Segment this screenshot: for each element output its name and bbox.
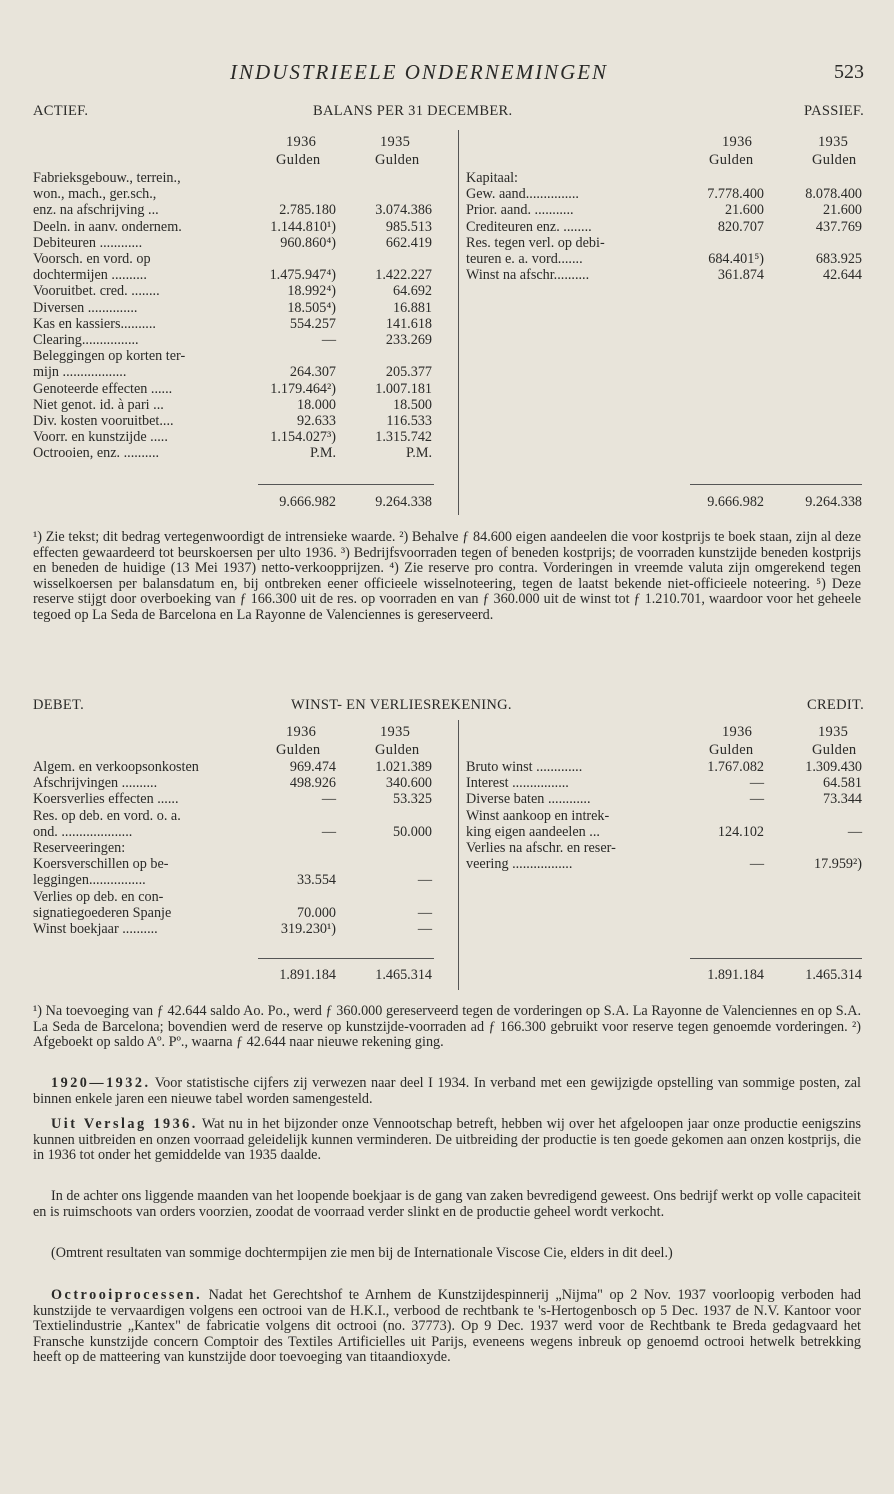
value-1936: 1.475.947⁴) xyxy=(269,267,336,284)
value-1936: 1.767.082 xyxy=(707,759,764,775)
table-row xyxy=(0,300,894,316)
value-1935: 64.581 xyxy=(822,775,862,792)
row-label: ond. .................... xyxy=(33,823,133,840)
value-1936: 2.785.180 xyxy=(279,202,336,219)
table-row xyxy=(0,775,894,791)
table-row xyxy=(0,905,894,921)
credit-total-1935: 1.465.314 xyxy=(805,967,862,983)
value-1935: 662.419 xyxy=(385,234,432,251)
value-1935: 205.377 xyxy=(385,364,432,381)
table-row xyxy=(0,364,894,380)
liabilities-total-1935: 9.264.338 xyxy=(805,494,862,510)
row-label: Voorr. en kunstzijde ..... xyxy=(33,429,168,446)
row-label: Verlies op deb. en con- xyxy=(33,888,164,905)
value-1936: 554.257 xyxy=(289,315,336,332)
pnl-year-1936-left: 1936 xyxy=(286,724,317,740)
value-1935: 73.344 xyxy=(822,791,862,808)
value-1935: 437.769 xyxy=(815,218,862,235)
unit-1936-left: Gulden xyxy=(276,152,321,168)
value-1936: 18.505⁴) xyxy=(287,299,336,316)
running-header-title: INDUSTRIEELE ONDERNEMINGEN xyxy=(230,60,609,84)
pnl-year-1936-right: 1936 xyxy=(722,724,753,740)
row-label: Fabrieksgebouw., terrein., xyxy=(33,170,181,186)
row-label: Niet genot. id. à pari ... xyxy=(33,396,164,413)
value-1935: 683.925 xyxy=(815,251,862,267)
assets-total-1935: 9.264.338 xyxy=(375,494,432,510)
value-1936: — xyxy=(321,823,336,840)
pnl-unit-1936-left: Gulden xyxy=(276,742,321,758)
row-label: signatiegoederen Spanje xyxy=(33,904,172,921)
value-1935: — xyxy=(417,921,432,937)
value-1935: 8.078.400 xyxy=(805,186,862,203)
row-label: Voorsch. en vord. op xyxy=(33,251,151,267)
row-label: Div. kosten vooruitbet.... xyxy=(33,413,174,429)
value-1935: 1.007.181 xyxy=(375,380,432,397)
value-1935: 1.021.389 xyxy=(375,759,432,775)
value-1936: 18.992⁴) xyxy=(287,283,336,300)
row-label: Genoteerde effecten ...... xyxy=(33,380,173,397)
value-1936: 361.874 xyxy=(717,267,764,284)
value-1936: — xyxy=(321,791,336,808)
paragraph-current-year: In de achter ons liggende maanden van het loopende boekjaar is de gang van zaken bevredigend geweest. Ons bedrijf werkt op volle capaciteit en is ruimschoots van orders voorzien, zoodat de voorraad verder slinkt en de productie geheel wordt verkocht. xyxy=(33,1188,861,1220)
table-row xyxy=(0,889,894,905)
value-1935: 1.315.742 xyxy=(375,429,432,446)
table-row xyxy=(0,170,894,186)
row-label: Vooruitbet. cred. ........ xyxy=(33,283,160,300)
value-1935: 18.500 xyxy=(392,396,432,413)
row-label: Res. tegen verl. op debi- xyxy=(466,234,605,251)
pnl-totals xyxy=(0,967,894,983)
year-1935-left: 1935 xyxy=(380,134,411,150)
paragraph-subsidiaries: (Omtrent resultaten van sommige dochtermpijen zie men bij de Internationale Viscose Cie, elders in dit deel.) xyxy=(51,1245,673,1261)
value-1936: 264.307 xyxy=(289,364,336,381)
unit-1935-left: Gulden xyxy=(375,152,420,168)
value-1935: 53.325 xyxy=(392,791,432,808)
row-label: Interest ................ xyxy=(466,775,569,792)
row-label: Koersverlies effecten ...... xyxy=(33,791,179,808)
value-1935: 1.309.430 xyxy=(805,759,862,775)
pnl-unit-1935-right: Gulden xyxy=(812,742,857,758)
table-row xyxy=(0,808,894,824)
row-label: Crediteuren enz. ........ xyxy=(466,218,592,235)
value-1935: 17.959²) xyxy=(814,856,862,873)
page-number: 523 xyxy=(834,61,864,83)
row-label: Kapitaal: xyxy=(466,170,518,186)
value-1936: — xyxy=(749,775,764,792)
value-1936: 820.707 xyxy=(717,218,764,235)
row-label: mijn .................. xyxy=(33,364,127,381)
value-1935: 985.513 xyxy=(385,218,432,235)
paragraph-patent-cases-text: Nadat het Gerechtshof te Arnhem de Kunstzijdespinnerij „Nijma" op 2 Nov. 1937 voorloopig verboden had kunstzijde te vervaardigen volgens een octrooi van de H.K.I., verbood de rechtbank te 's-Hertogenbosch op 5 Dec. 1937 de N.V. Kantoor voor Textielindustrie „Kantex" de fabricatie volgens dit octrooi (no. 37773). Op 9 Dec. 1937 werd voor de Rechtbank te Breda gedagvaard het Fransche kunstzijde concern Comptoir des Textiles Artificielles uit Parijs, eveneens wegens inbreuk op genoemd octrooi hetwelk betrekking heeft op de matteering van kunstzijde door toevoeging van titaandioxyde. xyxy=(33,1287,861,1366)
year-1936-right: 1936 xyxy=(722,134,753,150)
row-label: Winst boekjaar .......... xyxy=(33,921,158,937)
liabilities-total-1936: 9.666.982 xyxy=(707,494,764,510)
pnl-footnotes: ¹) Na toevoeging van ƒ 42.644 saldo Ao. Po., werd ƒ 360.000 gereserveerd tegen de vorderingen op S.A. La Rayonne de Valenciennes en op S.A. La Seda de Barcelona; bovendien werd de reserve op kunstzijde-voorraden ad ƒ 166.300 gebruikt voor reserve tegen genoemde vorderingen. ²) Afgeboekt op saldo Aº. Pº., waarna ƒ 42.644 naar nieuwe rekening ging. xyxy=(33,1003,861,1051)
pnl-year-1935-right: 1935 xyxy=(818,724,849,740)
passief-heading: PASSIEF. xyxy=(804,103,864,119)
row-label: Beleggingen op korten ter- xyxy=(33,348,186,365)
credit-total-1936: 1.891.184 xyxy=(707,967,764,983)
value-1936: 124.102 xyxy=(717,823,764,840)
row-label: dochtermijen .......... xyxy=(33,267,147,284)
value-1936: 969.474 xyxy=(289,759,336,775)
value-1935: 42.644 xyxy=(822,267,862,284)
assets-total-rule xyxy=(258,484,434,485)
table-row xyxy=(0,872,894,888)
row-label: Clearing................ xyxy=(33,332,139,348)
table-row xyxy=(0,856,894,872)
value-1935: 3.074.386 xyxy=(375,202,432,219)
value-1935: — xyxy=(417,904,432,921)
table-row xyxy=(0,332,894,348)
value-1935: 16.881 xyxy=(392,299,432,316)
table-row xyxy=(0,429,894,445)
paragraph-statistics xyxy=(33,1076,861,1107)
paragraph-annual-report xyxy=(33,1117,861,1164)
row-label: Diverse baten ............ xyxy=(466,791,591,808)
balance-title: BALANS PER 31 DECEMBER. xyxy=(313,103,513,119)
value-1935: 141.618 xyxy=(385,315,432,332)
value-1935: 50.000 xyxy=(392,823,432,840)
credit-total-rule xyxy=(690,958,862,959)
paragraph-annual-report-lead: Uit Verslag 1936. xyxy=(51,1116,198,1132)
value-1936: 33.554 xyxy=(296,872,336,889)
value-1935: 21.600 xyxy=(822,202,862,219)
value-1936: — xyxy=(749,791,764,808)
table-row xyxy=(0,381,894,397)
row-label: Afschrijvingen .......... xyxy=(33,775,158,792)
value-1936: 498.926 xyxy=(289,775,336,792)
debit-total-rule xyxy=(258,958,434,959)
row-label: Gew. aand............... xyxy=(466,186,579,203)
assets-total-1936: 9.666.982 xyxy=(279,494,336,510)
value-1936: — xyxy=(321,332,336,348)
row-label: enz. na afschrijving ... xyxy=(33,202,159,219)
table-row xyxy=(0,445,894,461)
row-label: Algem. en verkoopsonkosten xyxy=(33,759,199,775)
row-label: Bruto winst ............. xyxy=(466,759,583,775)
row-label: teuren e. a. vord....... xyxy=(466,251,583,267)
row-label: Diversen .............. xyxy=(33,299,138,316)
table-row xyxy=(0,202,894,218)
value-1936: 684.401⁵) xyxy=(708,251,764,267)
value-1936: 1.144.810¹) xyxy=(270,218,336,235)
row-label: king eigen aandeelen ... xyxy=(466,823,600,840)
pnl-title: WINST- EN VERLIESREKENING. xyxy=(291,697,512,713)
table-row xyxy=(0,791,894,807)
value-1936: 92.633 xyxy=(296,413,336,429)
table-row xyxy=(0,397,894,413)
table-row xyxy=(0,921,894,937)
row-label: Res. op deb. en vord. o. a. xyxy=(33,807,181,824)
liabilities-total-rule xyxy=(690,484,862,485)
value-1936: 319.230¹) xyxy=(280,921,336,937)
row-label: leggingen................ xyxy=(33,872,146,889)
table-row xyxy=(0,348,894,364)
balance-totals xyxy=(0,494,894,510)
row-label: Reserveeringen: xyxy=(33,840,126,856)
value-1936: 960.860⁴) xyxy=(280,234,336,251)
row-label: won., mach., ger.sch., xyxy=(33,186,157,203)
table-row xyxy=(0,235,894,251)
paragraph-annual-report-text: Wat nu in het bijzonder onze Vennootschap betreft, hebben wij over het afgeloopen jaar onze productie eenigszins kunnen uitbreiden en onzen voorraad geleidelijk kunnen verminderen. De uitbreiding der productie is ten goede gekomen aan onzen kostprijs, die in 1936 tot onder het gemiddelde van 1935 daalde. xyxy=(33,1116,862,1164)
table-row xyxy=(0,283,894,299)
debet-heading: DEBET. xyxy=(33,697,85,713)
table-row xyxy=(0,316,894,332)
row-label: Verlies na afschr. en reser- xyxy=(466,840,616,856)
value-1936: 18.000 xyxy=(296,396,336,413)
value-1936: 21.600 xyxy=(724,202,764,219)
value-1936: 1.154.027³) xyxy=(270,429,336,446)
unit-1935-right: Gulden xyxy=(812,152,857,168)
value-1935: 116.533 xyxy=(386,413,432,429)
row-label: Prior. aand. ........... xyxy=(466,202,574,219)
row-label: Deeln. in aanv. ondernem. xyxy=(33,218,182,235)
value-1936: — xyxy=(749,856,764,873)
year-1935-right: 1935 xyxy=(818,134,849,150)
value-1935: 64.692 xyxy=(392,283,432,300)
unit-1936-right: Gulden xyxy=(709,152,754,168)
table-row xyxy=(0,840,894,856)
table-row xyxy=(0,759,894,775)
value-1935: 340.600 xyxy=(385,775,432,792)
paragraph-patent-cases xyxy=(33,1288,861,1366)
table-row xyxy=(0,267,894,283)
value-1936: 7.778.400 xyxy=(707,186,764,203)
paragraph-statistics-text: Voor statistische cijfers zij verwezen naar deel I 1934. In verband met een gewijzigde opstelling van sommige posten, zal binnen enkele jaren een nieuwe tabel worden samengesteld. xyxy=(33,1075,861,1107)
table-row xyxy=(0,251,894,267)
table-row xyxy=(0,219,894,235)
value-1936: P.M. xyxy=(309,445,336,462)
debit-total-1935: 1.465.314 xyxy=(375,967,432,983)
row-label: Octrooien, enz. .......... xyxy=(33,445,160,462)
balance-footnotes: ¹) Zie tekst; dit bedrag vertegenwoordigt de intrensieke waarde. ²) Behalve ƒ 84.600 eigen aandeelen die voor kostprijs te boek staan, zijn al deze effecten gewaardeerd tot beurskoersen per ulto 1936. ³) Bedrijfsvoorraden tegen of beneden kostprijs; de voorraden kunstzijde beneden kostprijs en beneden de huidige (13 Mei 1937) netto-verkoopprijzen. ⁴) Zie reserve pro contra. Vorderingen in vreemde valuta zijn omgerekend tegen wisselkoersen per balansdatum en, bij ontbreken eener officieele wisselnoteering, tegen de laatst bekende niet-officieele noteering. ⁵) Deze reserve stijgt door overboeking van ƒ 166.300 uit de res. op voorraden en van ƒ 360.000 uit de winst tot ƒ 1.210.701, waardoor voor het geheele tegoed op La Seda de Barcelona en La Rayonne de Valenciennes is gereserveerd. xyxy=(33,529,861,623)
value-1936: 70.000 xyxy=(296,904,336,921)
year-1936-left: 1936 xyxy=(286,134,317,150)
row-label: Winst aankoop en intrek- xyxy=(466,807,610,824)
value-1935: P.M. xyxy=(405,445,432,462)
value-1935: — xyxy=(847,823,862,840)
actief-heading: ACTIEF. xyxy=(33,103,89,119)
row-label: Winst na afschr.......... xyxy=(466,267,590,284)
pnl-unit-1935-left: Gulden xyxy=(375,742,420,758)
debit-total-1936: 1.891.184 xyxy=(279,967,336,983)
value-1936: 1.179.464²) xyxy=(270,380,336,397)
paragraph-patent-cases-lead: Octrooiprocessen. xyxy=(51,1287,203,1303)
row-label: Debiteuren ............ xyxy=(33,234,143,251)
value-1935: 1.422.227 xyxy=(375,267,432,284)
table-row xyxy=(0,186,894,202)
pnl-unit-1936-right: Gulden xyxy=(709,742,754,758)
table-row xyxy=(0,824,894,840)
paragraph-statistics-lead: 1920—1932. xyxy=(51,1075,151,1091)
value-1935: 233.269 xyxy=(385,332,432,348)
pnl-year-1935-left: 1935 xyxy=(380,724,411,740)
row-label: Kas en kassiers.......... xyxy=(33,315,156,332)
table-row xyxy=(0,413,894,429)
row-label: Koersverschillen op be- xyxy=(33,856,169,873)
credit-heading: CREDIT. xyxy=(806,697,864,713)
row-label: veering ................. xyxy=(466,856,573,873)
value-1935: — xyxy=(417,872,432,889)
